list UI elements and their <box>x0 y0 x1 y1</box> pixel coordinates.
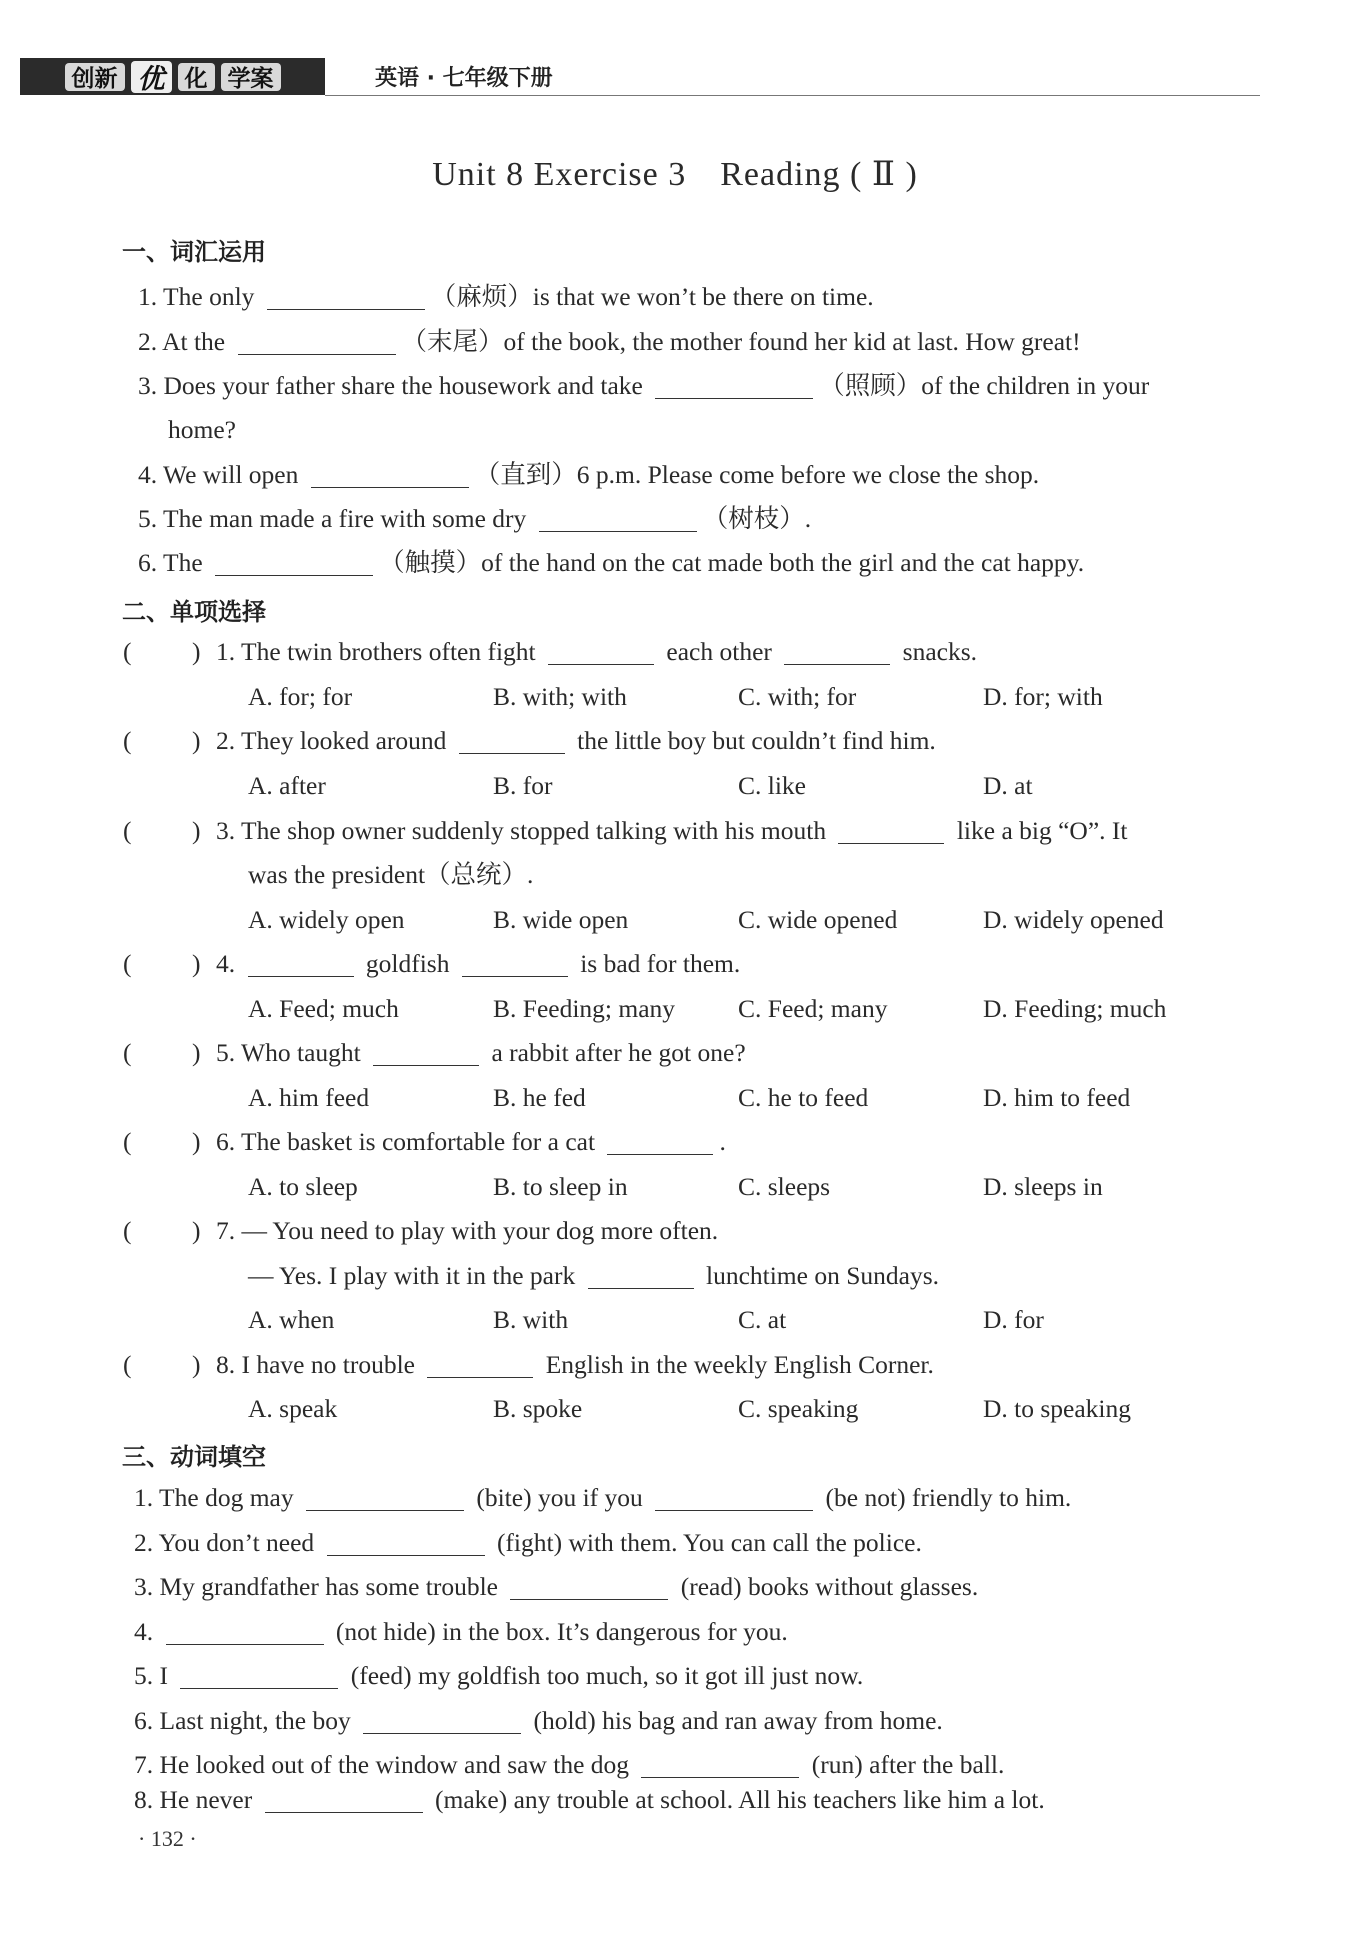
page-number: · 132 · <box>138 1826 197 1851</box>
answer-blank[interactable] <box>462 952 568 977</box>
header-divider <box>325 95 1260 96</box>
item-number: 5. <box>138 504 158 533</box>
question-text: English in the weekly English Corner. <box>545 1350 934 1379</box>
item-text: (read) books without glasses. <box>680 1572 979 1601</box>
item-number: 8. <box>216 1350 236 1379</box>
item-text: (run) after the ball. <box>811 1750 1005 1779</box>
question-text: . <box>719 1127 726 1156</box>
option-c[interactable]: C. Feed; many <box>738 994 888 1023</box>
question-text: lunchtime on Sundays. <box>705 1261 940 1290</box>
question-text: snacks. <box>902 637 977 666</box>
mc-options <box>0 900 1350 940</box>
option-b[interactable]: B. Feeding; many <box>493 994 676 1023</box>
section-heading-verb-fill: 三、动词填空 <box>122 1443 266 1471</box>
option-a[interactable]: A. to sleep <box>248 1172 358 1201</box>
verb-item <box>0 1478 1350 1518</box>
answer-paren-open[interactable]: ( <box>123 1216 132 1245</box>
question-text: like a big “O”. It <box>956 816 1128 845</box>
answer-blank[interactable] <box>215 551 373 576</box>
item-text: home? <box>168 415 236 444</box>
item-number: 7. <box>134 1750 154 1779</box>
option-c[interactable]: C. wide opened <box>738 905 898 934</box>
answer-paren-close[interactable]: ) <box>192 637 201 666</box>
option-b[interactable]: B. with <box>493 1305 569 1334</box>
vocab-item <box>0 366 1350 406</box>
item-text: (not hide) in the box. It’s dangerous for you. <box>335 1617 788 1646</box>
answer-blank[interactable] <box>655 374 813 399</box>
answer-paren-close[interactable]: ) <box>192 1216 201 1245</box>
item-number: 5. <box>216 1038 236 1067</box>
mc-question <box>0 1122 1350 1162</box>
question-text: I have no trouble <box>241 1350 415 1379</box>
option-b[interactable]: B. wide open <box>493 905 629 934</box>
answer-paren-close[interactable]: ) <box>192 1350 201 1379</box>
option-a[interactable]: A. speak <box>248 1394 338 1423</box>
item-text: (feed) my goldfish too much, so it got ill just now. <box>350 1661 864 1690</box>
item-text: We will open <box>163 460 299 489</box>
answer-blank[interactable] <box>784 640 890 665</box>
option-c[interactable]: C. speaking <box>738 1394 859 1423</box>
answer-blank[interactable] <box>655 1486 813 1511</box>
question-text: The twin brothers often fight <box>241 637 536 666</box>
answer-blank[interactable] <box>510 1575 668 1600</box>
answer-blank[interactable] <box>459 729 565 754</box>
answer-blank[interactable] <box>641 1753 799 1778</box>
option-d[interactable]: D. to speaking <box>983 1394 1132 1423</box>
answer-paren-close[interactable]: ) <box>192 1127 201 1156</box>
mc-options <box>0 1389 1350 1429</box>
question-text: the little boy but couldn’t find him. <box>577 726 936 755</box>
mc-options <box>0 1300 1350 1340</box>
item-number: 7. <box>216 1216 236 1245</box>
item-text: (bite) you if you <box>476 1483 643 1512</box>
vocab-item-continuation <box>0 410 1350 450</box>
answer-paren-close[interactable]: ) <box>192 726 201 755</box>
mc-question-continuation <box>0 855 1350 895</box>
verb-item <box>0 1656 1350 1696</box>
option-b[interactable]: B. spoke <box>493 1394 583 1423</box>
option-d[interactable]: D. Feeding; much <box>983 994 1167 1023</box>
page-header <box>20 58 1260 98</box>
question-text: each other <box>666 637 772 666</box>
option-a[interactable]: A. after <box>248 771 326 800</box>
item-number: 3. <box>216 816 236 845</box>
item-text: At the <box>162 327 226 356</box>
item-number: 6. <box>138 548 158 577</box>
title-unit: Unit 8 Exercise 3 <box>432 156 687 193</box>
answer-blank[interactable] <box>548 640 654 665</box>
title-reading: Reading ( Ⅱ ) <box>720 156 918 193</box>
answer-blank[interactable] <box>306 1486 464 1511</box>
answer-paren-open[interactable]: ( <box>123 637 132 666</box>
item-text: The <box>163 548 203 577</box>
answer-paren-close[interactable]: ) <box>192 816 201 845</box>
mc-question <box>0 1211 1350 1251</box>
item-text: The dog may <box>159 1483 294 1512</box>
vocab-item <box>0 543 1350 583</box>
item-text: (fight) with them. You can call the police. <box>496 1528 922 1557</box>
question-text: The shop owner suddenly stopped talking with his mouth <box>241 816 827 845</box>
answer-paren-close[interactable]: ) <box>192 1038 201 1067</box>
verb-item <box>0 1745 1350 1785</box>
item-number: 3. <box>134 1572 154 1601</box>
section-heading-multiple-choice: 二、单项选择 <box>122 598 266 626</box>
mc-question <box>0 811 1350 851</box>
mc-question <box>0 944 1350 984</box>
item-text: (be not) friendly to him. <box>825 1483 1072 1512</box>
mc-options <box>0 766 1350 806</box>
item-number: 6. <box>216 1127 236 1156</box>
option-d[interactable]: D. widely opened <box>983 905 1164 934</box>
option-d[interactable]: D. at <box>983 771 1033 800</box>
option-a[interactable]: A. for; for <box>248 682 353 711</box>
answer-blank[interactable] <box>363 1709 521 1734</box>
answer-blank[interactable] <box>238 330 396 355</box>
item-text: (hold) his bag and ran away from home. <box>533 1706 943 1735</box>
item-text: I <box>159 1661 168 1690</box>
answer-paren-open[interactable]: ( <box>123 816 132 845</box>
item-text: Does your father share the housework and take <box>163 371 643 400</box>
item-number: 6. <box>134 1706 154 1735</box>
question-text: — Yes. I play with it in the park <box>248 1261 576 1290</box>
item-text: He never <box>159 1785 253 1814</box>
question-text: — You need to play with your dog more often. <box>241 1216 719 1245</box>
option-d[interactable]: D. for; with <box>983 682 1103 711</box>
verb-item <box>0 1567 1350 1607</box>
option-c[interactable]: C. he to feed <box>738 1083 869 1112</box>
item-text: (make) any trouble at school. All his teachers like him a lot. <box>435 1785 1045 1814</box>
answer-blank[interactable] <box>373 1041 479 1066</box>
item-number: 2. <box>138 327 158 356</box>
item-text: （麻烦）is that we won’t be there on time. <box>430 282 874 311</box>
option-c[interactable]: C. sleeps <box>738 1172 831 1201</box>
verb-item <box>0 1612 1350 1652</box>
answer-blank[interactable] <box>265 1788 423 1813</box>
option-a[interactable]: A. Feed; much <box>248 994 399 1023</box>
option-a[interactable]: A. widely open <box>248 905 405 934</box>
option-d[interactable]: D. him to feed <box>983 1083 1131 1112</box>
option-c[interactable]: C. at <box>738 1305 787 1334</box>
item-text: The man made a fire with some dry <box>163 504 527 533</box>
page-title <box>0 154 1350 194</box>
option-a[interactable]: A. him feed <box>248 1083 370 1112</box>
item-text: （触摸）of the hand on the cat made both the girl and the cat happy. <box>379 548 1085 577</box>
question-text: goldfish <box>365 949 450 978</box>
mc-options <box>0 677 1350 717</box>
vocab-item <box>0 455 1350 495</box>
item-number: 1. <box>134 1483 154 1512</box>
section-heading-vocabulary: 一、词汇运用 <box>122 238 266 266</box>
answer-paren-open[interactable]: ( <box>123 949 132 978</box>
subject-label: 英语 · 七年级下册 <box>375 66 553 91</box>
answer-blank[interactable] <box>166 1620 324 1645</box>
question-text: Who taught <box>241 1038 361 1067</box>
item-number: 1. <box>216 637 236 666</box>
item-number: 5. <box>134 1661 154 1690</box>
brand-tile: 化 <box>178 63 215 91</box>
question-text: The basket is comfortable for a cat <box>241 1127 596 1156</box>
option-b[interactable]: B. with; with <box>493 682 627 711</box>
item-text: （末尾）of the book, the mother found her kid at last. How great! <box>401 327 1081 356</box>
option-b[interactable]: B. for <box>493 771 553 800</box>
item-number: 2. <box>216 726 236 755</box>
answer-blank[interactable] <box>588 1264 694 1289</box>
option-a[interactable]: A. when <box>248 1305 335 1334</box>
mc-options <box>0 1078 1350 1118</box>
mc-options <box>0 1167 1350 1207</box>
mc-question <box>0 1345 1350 1385</box>
item-text: Last night, the boy <box>159 1706 351 1735</box>
answer-blank[interactable] <box>539 507 697 532</box>
answer-blank[interactable] <box>311 463 469 488</box>
brand-tile: 优 <box>131 61 172 93</box>
vocab-item <box>0 322 1350 362</box>
item-number: 4. <box>216 949 236 978</box>
item-number: 1. <box>138 282 158 311</box>
item-text: The only <box>163 282 255 311</box>
mc-question <box>0 721 1350 761</box>
question-text: was the president（总统）. <box>248 860 534 889</box>
item-number: 2. <box>134 1528 154 1557</box>
mc-options <box>0 989 1350 1029</box>
mc-question <box>0 632 1350 672</box>
answer-paren-open[interactable]: ( <box>123 1127 132 1156</box>
option-b[interactable]: B. he fed <box>493 1083 586 1112</box>
answer-blank[interactable] <box>427 1353 533 1378</box>
item-text: （照顾）of the children in your <box>819 371 1150 400</box>
item-number: 4. <box>138 460 158 489</box>
item-number: 8. <box>134 1785 154 1814</box>
item-text: My grandfather has some trouble <box>159 1572 498 1601</box>
answer-blank[interactable] <box>327 1531 485 1556</box>
verb-item <box>0 1523 1350 1563</box>
answer-paren-open[interactable]: ( <box>123 1038 132 1067</box>
vocab-item <box>0 277 1350 317</box>
answer-blank[interactable] <box>267 285 425 310</box>
item-text: You don’t need <box>158 1528 315 1557</box>
brand-tile: 学案 <box>221 63 281 91</box>
answer-paren-close[interactable]: ) <box>192 949 201 978</box>
item-text: （直到）6 p.m. Please come before we close the shop. <box>474 460 1040 489</box>
brand-tile: 创新 <box>65 63 125 91</box>
answer-paren-open[interactable]: ( <box>123 1350 132 1379</box>
item-number: 4. <box>134 1617 154 1646</box>
option-d[interactable]: D. for <box>983 1305 1044 1334</box>
verb-item <box>0 1785 1350 1830</box>
question-text: They looked around <box>241 726 447 755</box>
mc-question <box>0 1033 1350 1073</box>
option-b[interactable]: B. to sleep in <box>493 1172 628 1201</box>
question-text: a rabbit after he got one? <box>491 1038 746 1067</box>
answer-blank[interactable] <box>248 952 354 977</box>
answer-paren-open[interactable]: ( <box>123 726 132 755</box>
vocab-item <box>0 499 1350 539</box>
option-d[interactable]: D. sleeps in <box>983 1172 1103 1201</box>
item-number: 3. <box>138 371 158 400</box>
answer-blank[interactable] <box>180 1664 338 1689</box>
answer-blank[interactable] <box>607 1130 713 1155</box>
option-c[interactable]: C. like <box>738 771 806 800</box>
mc-question-continuation <box>0 1256 1350 1296</box>
option-c[interactable]: C. with; for <box>738 682 857 711</box>
question-text: is bad for them. <box>580 949 741 978</box>
answer-blank[interactable] <box>838 819 944 844</box>
item-text: （树枝）. <box>702 504 812 533</box>
verb-item <box>0 1701 1350 1741</box>
brand-logo <box>20 58 325 95</box>
item-text: He looked out of the window and saw the dog <box>159 1750 630 1779</box>
